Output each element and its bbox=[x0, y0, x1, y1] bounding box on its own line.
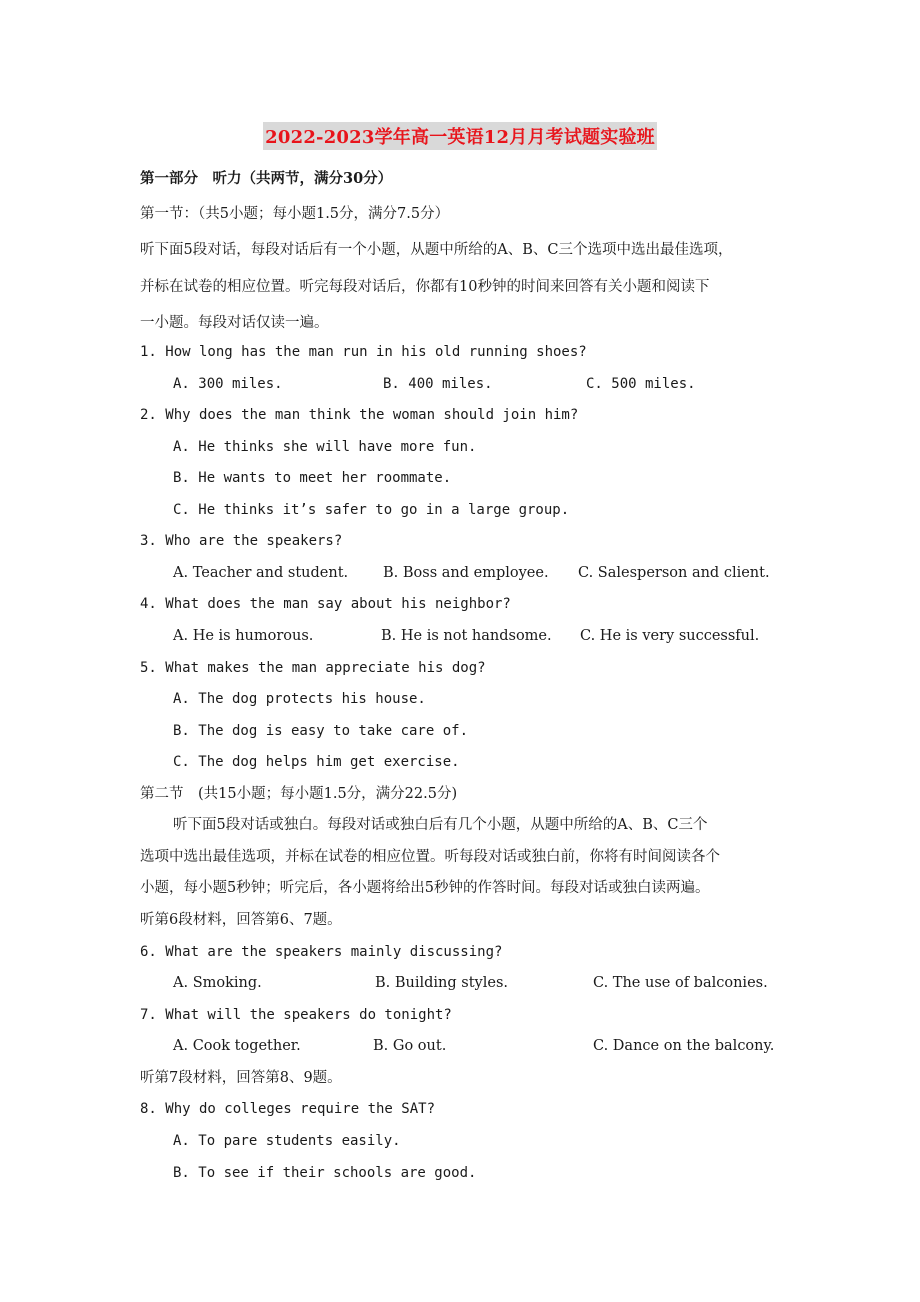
question-8: 8. Why do colleges require the SAT? bbox=[140, 1101, 436, 1117]
question-8-option-a: A. To pare students easily. bbox=[173, 1133, 401, 1149]
question-4-option-a: A. He is humorous. bbox=[173, 628, 314, 644]
question-5-option-a: A. The dog protects his house. bbox=[173, 691, 426, 707]
question-3-option-c: C. Salesperson and client. bbox=[578, 565, 770, 581]
question-7-option-b: B. Go out. bbox=[373, 1038, 447, 1054]
question-4: 4. What does the man say about his neighbor? bbox=[140, 596, 511, 612]
section1-instruction-3: 一小题。每段对话仅读一遍。 bbox=[140, 315, 329, 331]
section2-instruction-2: 选项中选出最佳选项，并标在试卷的相应位置。听每段对话或独白前，你将有时间阅读各个 bbox=[140, 849, 720, 865]
question-2: 2. Why does the man think the woman should join him? bbox=[140, 407, 579, 423]
title-container bbox=[0, 122, 920, 150]
question-6: 6. What are the speakers mainly discussing? bbox=[140, 944, 503, 960]
section1-instruction-1: 听下面5段对话，每段对话后有一个小题，从题中所给的A、B、C三个选项中选出最佳选项， bbox=[140, 242, 733, 258]
section1-heading: 第一节：（共5小题；每小题1.5分，满分7.5分） bbox=[140, 206, 450, 222]
question-4-option-c: C. He is very successful. bbox=[580, 628, 760, 644]
question-2-option-b: B. He wants to meet her roommate. bbox=[173, 470, 452, 486]
section2-instruction-3: 小题，每小题5秒钟；听完后，各小题将给出5秒钟的作答时间。每段对话或独白读两遍。 bbox=[140, 880, 710, 896]
question-5-option-b: B. The dog is easy to take care of. bbox=[173, 723, 469, 739]
page-title: 2022-2023学年高一英语12月月考试题实验班 bbox=[263, 122, 657, 150]
section1-instruction-2: 并标在试卷的相应位置。听完每段对话后，你都有10秒钟的时间来回答有关小题和阅读下 bbox=[140, 279, 710, 295]
question-2-option-a: A. He thinks she will have more fun. bbox=[173, 439, 477, 455]
material-6-heading: 听第6段材料，回答第6、7题。 bbox=[140, 912, 342, 928]
material-7-heading: 听第7段材料，回答第8、9题。 bbox=[140, 1070, 342, 1086]
question-6-option-b: B. Building styles. bbox=[375, 975, 509, 991]
question-3: 3. Who are the speakers? bbox=[140, 533, 343, 549]
question-7: 7. What will the speakers do tonight? bbox=[140, 1007, 452, 1023]
question-6-option-c: C. The use of balconies. bbox=[593, 975, 768, 991]
question-1-option-a: A. 300 miles. bbox=[173, 376, 283, 392]
question-3-option-a: A. Teacher and student. bbox=[173, 565, 349, 581]
section2-heading: 第二节 (共15小题；每小题1.5分，满分22.5分) bbox=[140, 786, 458, 802]
question-6-option-a: A. Smoking. bbox=[173, 975, 262, 991]
question-7-option-c: C. Dance on the balcony. bbox=[593, 1038, 775, 1054]
section2-instruction-1: 听下面5段对话或独白。每段对话或独白后有几个小题，从题中所给的A、B、C三个 bbox=[173, 817, 708, 833]
question-5: 5. What makes the man appreciate his dog? bbox=[140, 660, 486, 676]
part1-heading: 第一部分 听力（共两节，满分30分） bbox=[140, 170, 393, 187]
question-2-option-c: C. He thinks it’s safer to go in a large group. bbox=[173, 502, 570, 518]
question-7-option-a: A. Cook together. bbox=[173, 1038, 301, 1054]
question-8-option-b: B. To see if their schools are good. bbox=[173, 1165, 477, 1181]
question-3-option-b: B. Boss and employee. bbox=[383, 565, 549, 581]
question-1-option-c: C. 500 miles. bbox=[586, 376, 696, 392]
question-1: 1. How long has the man run in his old running shoes? bbox=[140, 344, 587, 360]
question-1-option-b: B. 400 miles. bbox=[383, 376, 493, 392]
question-4-option-b: B. He is not handsome. bbox=[381, 628, 552, 644]
question-5-option-c: C. The dog helps him get exercise. bbox=[173, 754, 460, 770]
